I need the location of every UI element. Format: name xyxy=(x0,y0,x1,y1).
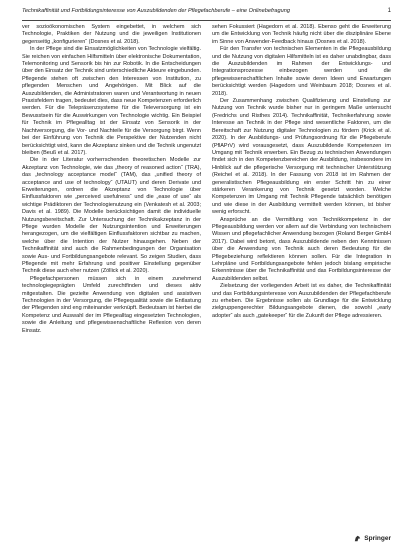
paragraph: Für den Transfer von technischen Elementen in die Pflegeausbildung und die Nutzung von digitalen Hilfsmitteln ist es daher unabdingbar, dass die Auszubildenden im Rahmen der Entwicklungs- und Integrationsprozesse einbezogen werden und die pflegewissenschaftlichen Inhalte sowie deren Ideen und Erwartungen berücksichtigt werden (Hagedorn und Weinbaum 2018; Dosnes et al. 2018). xyxy=(212,46,391,97)
paragraph: Der Zusammenhang zwischen Qualifizierung und Einstellung zur Nutzung von Technik wurde bisher nur in geringem Maße untersucht (Fredrichs und Risthes 2014). Technikaffinität, Technikerfahrung sowie Interesse an Technik in der Pflege sind wesentliche Faktoren, um die Bereitschaft zur Nutzung digitaler Technologien zu fördern (Krick et al. 2020). In der Ausbildungs- und Prüfungsordnung für die Pflegeberufe (PflAPrV) wird vorausgesetzt, dass Auszubildende Kompetenzen im Umgang mit Technik erwerben. Ein Bezug zu technischen Anwendungen findet sich in den Kompetenzbereichen der Ausbildung, insbesondere im Hinblick auf die pflegerische Versorgung mit technischer Unterstützung (Reichel et al. 2018). In der Fassung von 2018 ist im Rahmen der generalistischen Pflegeausbildung ein erster Schritt hin zu einer stärkeren Verankerung von Technik gesetzt worden. Welche Kompetenzen im Umgang mit Technik Pflegende tatsächlich benötigen und wie diese in der Ausbildung vermittelt werden können, ist bisher wenig erforscht. xyxy=(212,98,391,216)
right-column xyxy=(212,24,391,531)
paragraph: sehen Fokussiert (Hagedorn et al. 2018). Ebenso geht die Erweiterung um die Entwicklung von Technik häufig nicht über die disziplinäre Ebene im Sinne von Anwender-Feedback hinaus (Dosnes et al. 2018). xyxy=(212,24,391,45)
running-title: Technikaffinität und Fortbildungsinteresse von Auszubildenden der Pflegefachberufe – eine Onlinebefragung xyxy=(22,8,290,14)
springer-horse-icon xyxy=(353,534,362,543)
paragraph: Zielsetzung der vorliegenden Arbeit ist es daher, die Technikaffinität und das Fortbildungsinteresse von Auszubildenden der Pflegefachberufe zu erheben. Die Ergebnisse sollen als Grundlage für die Entwicklung zielgruppengerechter Bildungsangebote dienen, die sowohl „early adopter“ als auch „gatekeeper“ für die Zukunft der Pflege adressieren. xyxy=(212,283,391,319)
paragraph: Pflegefachpersonen müssen sich in einem zunehmend technologiegeprägten Umfeld zurechtfinden und dieses aktiv mitgestalten. Die gezielte Anwendung von digitalen und assistiven Technologien in der Versorgung, die Pflegequalität sowie die Entlastung der Pflegenden sind eng miteinander verknüpft. Bedeutsam ist hierbei die Kompetenz und Auswahl der im Pflegealltag eingesetzten Technologien, sowie die Anleitung und pflegewissenschaftliche Reflexion von deren Einsatz. xyxy=(22,275,201,334)
publisher-logo xyxy=(353,534,391,543)
page-number: 1 xyxy=(387,8,391,14)
paragraph: ver sozioökonomischen System eingebettet, in welchem sich Technologie, Praktiken der Nutzung und die jeweiligen Institutionen gegenseitig „konfigurieren“ (Dosnes et al. 2018). xyxy=(22,24,201,45)
left-column xyxy=(22,24,201,531)
paragraph: Ansprüche an die Vermittlung von Technikkompetenz in der Pflegeausbildung werden vor allem auf die Verbindung von technischem Wissen und pflegefachlicher Anwendung bezogen (Roland Berger GmbH 2017). Dabei wird betont, dass Auszubildende neben den Kenntnissen über die Anwendung von Technik auch deren Bedeutung für die Pflegebeziehung reflektieren können sollen. Für die Integration in Lehrpläne und Fortbildungsangebote fehlen jedoch bislang empirische Erkenntnisse über die Technikaffinität und das Fortbildungsinteresse der Auszubildenden selbst. xyxy=(212,216,391,282)
body-columns xyxy=(22,24,391,531)
paragraph: Die in der Literatur vorherrschenden theoretischen Modelle zur Akzeptanz von Technologie, wie das „theory of reasoned action“ (TRA), das „technology acceptance model“ (TAM), das „unified theory of acceptance and use of technology“ (UTAUT) und deren Derivate und Erweiterungen, ordnen die Akzeptanz von Technologie über Einflussfaktoren wie „perceived usefulness“ und die „ease of use“ als wichtige Prädiktoren der Technologienutzung ein (Venkatesh et al. 2003; Davis et al. 1989). Die Modelle berücksichtigen damit die individuelle Nutzungsbereitschaft. Zur Untersuchung der Technikakzeptanz in der Pflege wurden Modelle der Nutzungsintention und Erweiterungen herangezogen, um die vielfältigen Einflussfaktoren sichtbar zu machen, welche über die Intention der Nutzer hinausgehen. Neben der Technikaffinität sind auch die Rahmenbedingungen der Organisation sowie Aus- und Fortbildungsangebote relevant. So zeigen Studien, dass Pflegende mit mehr Erfahrung und positiver Einstellung gegenüber Technik diese auch eher nutzen (Zöllick et al. 2020). xyxy=(22,157,201,275)
running-header xyxy=(22,8,391,21)
paragraph: In der Pflege sind die Einsatzmöglichkeiten von Technologie vielfältig. Sie reichen von einfachen Hilfsmitteln über elektronische Dokumentation, Telemonitoring und Sensorik bis hin zur Robotik. In die Entscheidungen über den Einsatz der Technik sind unterschiedliche Akteure eingebunden. Pflegende stehen oft zwischen den Interessen von Institution, zu pflegenden Menschen und Angehörigen. Mit Blick auf die Auszubildenden, die Administratoren waren und Verantwortung in neuen Praxisfeldern tragen, bedeutet dies, dass neue Kompetenzen erforderlich werden. Für die Telepräsenzsysteme für die Televersorgung ist ein Bewusstsein für die Auswirkungen von Technologie wichtig. Ein Beispiel für Technik im Pflegealltag ist der Einsatz von Sensorik in der Nachtversorgung, die Vor- und Nachteile für die Versorgung birgt. Wenn bei der Einführung von Technik die Perspektive der Nutzenden nicht berücksichtigt wird, kann die Akzeptanz sinken und die Technik ungenutzt bleiben (Beuß et al. 2017). xyxy=(22,46,201,156)
publisher-name: Springer xyxy=(364,535,391,542)
